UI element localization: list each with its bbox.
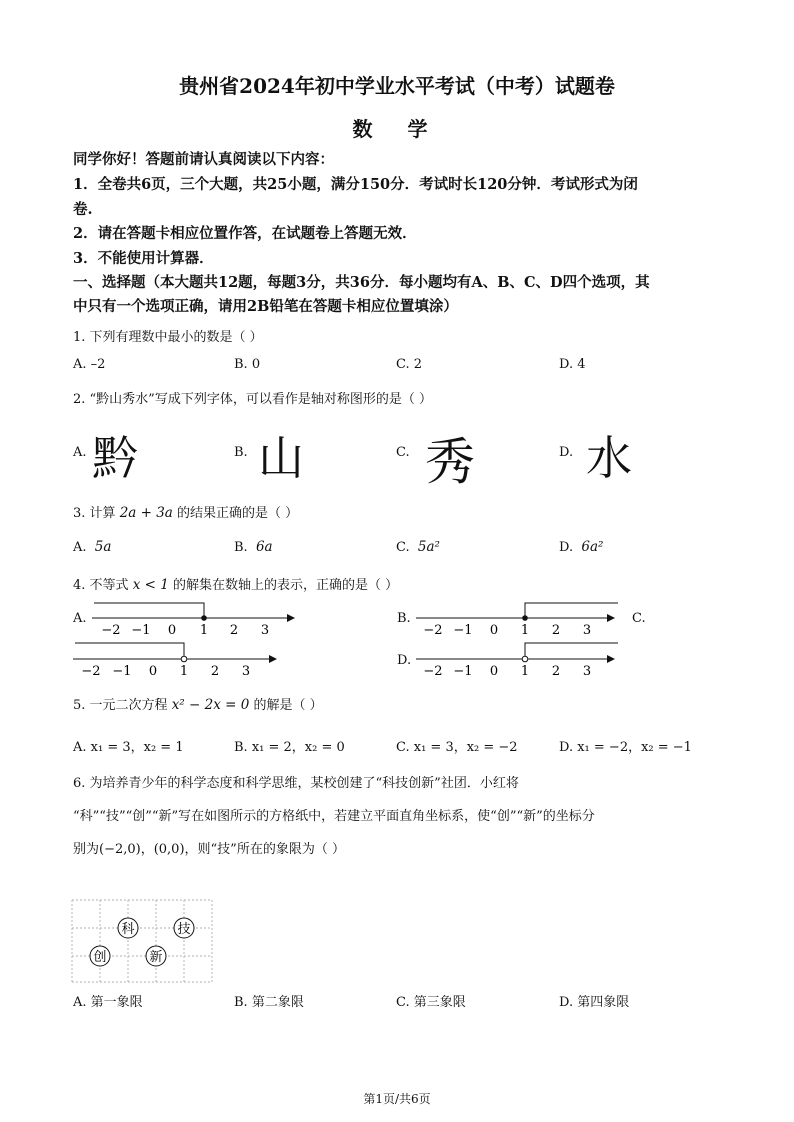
tick-label: 2 (551, 623, 561, 638)
tick-label: −2 (81, 664, 101, 679)
q2-glyph-a: 黔 (92, 431, 138, 485)
q1-option-a: A. –2 (73, 357, 106, 372)
q2-label-b: B. (234, 445, 248, 460)
q3-label-c: C. (396, 540, 410, 555)
tick-label: 0 (148, 664, 158, 679)
q2-label-a: A. (73, 445, 87, 460)
tick-label: 3 (241, 664, 251, 679)
grid-char-ke: 科 (121, 922, 135, 937)
q3-value-d: 6a² (581, 539, 604, 555)
q6-option-d: D. 第四象限 (559, 995, 630, 1010)
q5-option-a: A. x₁ = 3，x₂ = 1 (73, 740, 184, 755)
question-6-line-2: “科”“技”“创”“新”写在如图所示的方格纸中，若建立平面直角坐标系，使“创”“新”的坐标分 (73, 809, 595, 824)
notice-greeting: 同学你好！答题前请认真阅读以下内容： (73, 151, 334, 168)
tick-label: 1 (520, 664, 530, 679)
q4-label-b: B. (397, 611, 411, 626)
q4-stem-suffix: 的解集在数轴上的表示，正确的是（ ） (172, 578, 399, 593)
tick-label: −1 (112, 664, 132, 679)
q2-glyph-c: 秀 (425, 433, 475, 491)
q3-stem-suffix: 的结果正确的是（ ） (177, 506, 299, 521)
grid-char-ji: 技 (177, 922, 191, 937)
subject-title: 数 学 (352, 117, 442, 141)
tick-label: −1 (453, 664, 473, 679)
q3-value-a: 5a (94, 539, 112, 555)
q1-option-b: B. 0 (234, 357, 261, 372)
q4-label-a: A. (73, 611, 87, 626)
number-line-a (92, 603, 294, 638)
q6-option-b: B. 第二象限 (234, 995, 304, 1010)
exam-title: 贵州省2024年初中学业水平考试（中考）试题卷 (179, 74, 615, 98)
notice-item-1-cont: 卷. (73, 201, 93, 218)
q2-label-c: C. (396, 445, 410, 460)
q3-label-a: A. (73, 540, 87, 555)
q5-option-d: D. x₁ = −2，x₂ = −1 (559, 740, 692, 755)
q3-expression: 2a + 3a (119, 505, 173, 521)
q5-option-c: C. x₁ = 3，x₂ = −2 (396, 740, 518, 755)
tick-label: 0 (489, 664, 499, 679)
q6-option-c: C. 第三象限 (396, 995, 466, 1010)
q4-label-c: C. (632, 611, 646, 626)
tick-label: 1 (199, 623, 209, 638)
q4-stem-prefix: 4. 不等式 (73, 578, 129, 593)
page-footer: 第1页/共6页 (363, 1092, 431, 1106)
q5-expression: x² − 2x = 0 (171, 697, 250, 713)
q3-label-d: D. (559, 540, 574, 555)
q3-value-c: 5a² (417, 539, 440, 555)
q4-label-d: D. (397, 653, 412, 668)
tick-label: −1 (131, 623, 151, 638)
number-line-a-ticks (101, 623, 269, 638)
tick-label: 1 (179, 664, 189, 679)
tick-label: −2 (101, 623, 121, 638)
number-line-b (416, 603, 618, 638)
tick-label: 2 (210, 664, 220, 679)
question-2-stem: 2. “黔山秀水”写成下列字体，可以看作是轴对称图形的是（ ） (73, 392, 432, 407)
tick-label: 3 (582, 623, 592, 638)
q1-option-c: C. 2 (396, 357, 423, 372)
q6-grid-figure (72, 900, 212, 982)
q5-stem-suffix: 的解是（ ） (253, 698, 323, 713)
question-1-stem: 1. 下列有理数中最小的数是（ ） (73, 330, 263, 345)
tick-label: 1 (520, 623, 530, 638)
notice-item-2: 2．请在答题卡相应位置作答，在试题卷上答题无效． (73, 225, 417, 242)
tick-label: 2 (229, 623, 239, 638)
question-6-line-3: 别为(−2,0)，(0,0)，则“技”所在的象限为（ ） (73, 842, 345, 857)
question-5-stem (73, 694, 323, 713)
q2-glyph-b: 山 (258, 431, 304, 485)
grid-char-xin: 新 (149, 950, 163, 965)
tick-label: −1 (453, 623, 473, 638)
q2-glyph-d: 水 (586, 431, 632, 485)
q3-stem-prefix: 3. 计算 (73, 506, 116, 521)
q2-label-d: D. (559, 445, 574, 460)
tick-label: 3 (582, 664, 592, 679)
section-heading-2: 中只有一个选项正确，请用2B铅笔在答题卡相应位置填涂） (73, 298, 458, 315)
tick-label: −2 (423, 664, 443, 679)
notice-item-3: 3．不能使用计算器． (73, 250, 214, 267)
notice-item-1: 1．全卷共6页，三个大题，共25小题，满分150分．考试时长120分钟．考试形式为闭 (73, 176, 638, 193)
q5-stem-prefix: 5. 一元二次方程 (73, 698, 168, 713)
q3-value-b: 6a (255, 539, 273, 555)
grid-char-chuang: 创 (93, 950, 107, 965)
tick-label: −2 (423, 623, 443, 638)
tick-label: 3 (260, 623, 270, 638)
number-line-d (416, 643, 618, 679)
q5-option-b: B. x₁ = 2，x₂ = 0 (234, 740, 345, 755)
question-6-line-1: 6. 为培养青少年的科学态度和科学思维，某校创建了“科技创新”社团．小红将 (73, 776, 519, 791)
tick-label: 2 (551, 664, 561, 679)
q3-label-b: B. (234, 540, 248, 555)
tick-label: 0 (489, 623, 499, 638)
tick-label: 0 (167, 623, 177, 638)
q6-option-a: A. 第一象限 (73, 995, 143, 1010)
number-line-c-ticks (81, 664, 250, 679)
q1-option-d: D. 4 (559, 357, 586, 372)
number-line-d-ticks (423, 664, 591, 679)
number-line-c (73, 643, 276, 679)
q4-expression: x < 1 (132, 577, 169, 593)
section-heading-1: 一、选择题（本大题共12题，每题3分，共36分．每小题均有A、B、C、D四个选项，其 (73, 274, 650, 291)
number-line-b-ticks (423, 623, 591, 638)
